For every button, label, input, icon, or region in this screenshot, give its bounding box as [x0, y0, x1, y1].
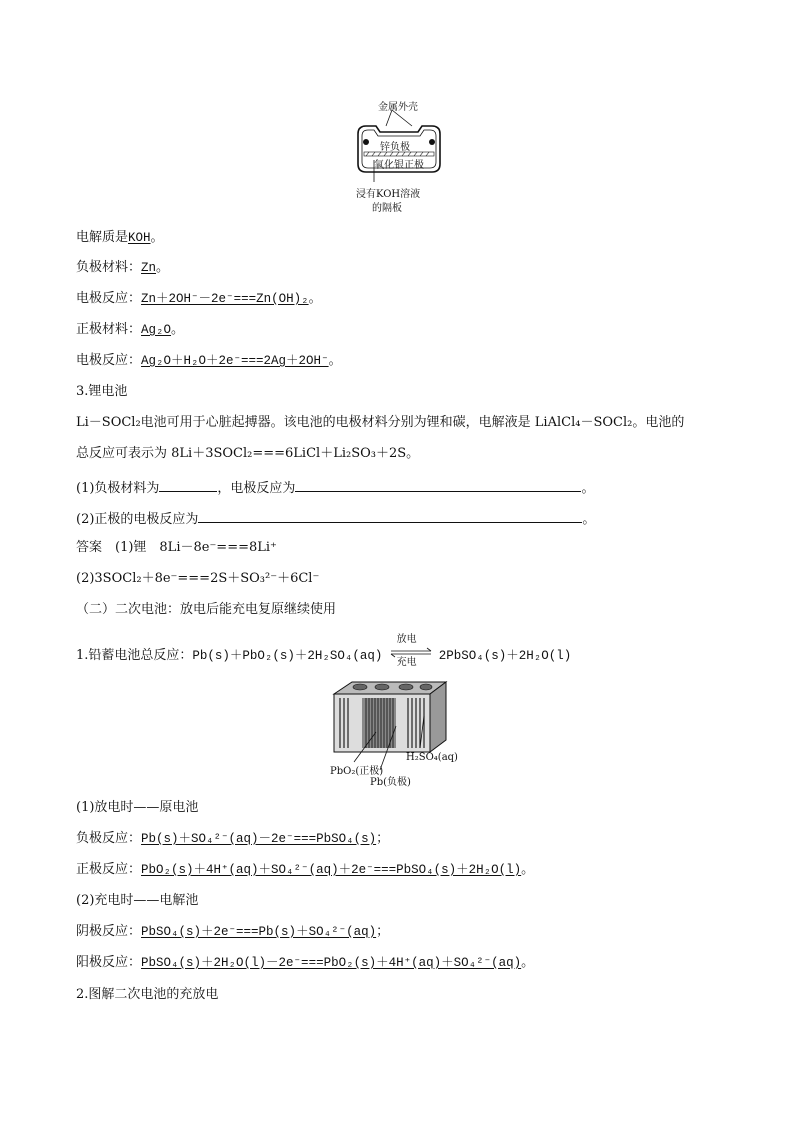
period: 。: [171, 322, 185, 337]
period: 。: [582, 512, 596, 527]
charge-anode-reaction: PbSO₄(s)＋2H₂O(l)－2e⁻===PbO₂(s)＋4H⁺(aq)＋SO₄²⁻(aq): [141, 956, 522, 970]
lead-acid-battery-diagram: [326, 676, 476, 786]
lithium-description-line1: Li－SOCl₂电池可用于心脏起搏器。该电池的电极材料分别为锂和碳，电解液是 LiAlCl₄－SOCl₂。电池的: [76, 415, 685, 430]
question-1-part-a: (1)负极材料为: [76, 481, 160, 496]
answer-blank-positive-reaction[interactable]: [198, 508, 582, 523]
question-1-part-b: ，电极反应为: [217, 481, 296, 496]
discharge-negative-line: [76, 829, 389, 849]
period: 。: [308, 291, 322, 306]
reversible-arrow: [389, 634, 433, 668]
positive-reaction-line: [76, 351, 342, 371]
lead-acid-reactants: Pb(s)＋PbO₂(s)＋2H₂SO₄(aq): [192, 649, 383, 663]
charge-cathode-line: [76, 922, 389, 942]
negative-reaction-line: [76, 289, 322, 309]
arrow-label-discharge: 放电: [396, 634, 417, 645]
label-zinc-anode: 锌负极: [380, 142, 410, 153]
answer-blank-reaction[interactable]: [295, 477, 581, 492]
arrow-label-charge: 充电: [396, 657, 417, 668]
period: 。: [156, 260, 170, 275]
electrolyte-prefix: 电解质是: [76, 230, 129, 245]
charge-cathode-reaction: PbSO₄(s)＋2e⁻===Pb(s)＋SO₄²⁻(aq): [141, 925, 377, 939]
label-pb-negative: Pb(负极): [370, 777, 411, 788]
label-pbo2-positive: PbO₂(正极): [330, 766, 384, 777]
final-heading: 2.图解二次电池的充放电: [76, 987, 219, 1002]
answer-line1: 答案 (1)锂 8Li－8e⁻===8Li⁺: [76, 540, 277, 555]
button-cell-diagram: [352, 96, 448, 216]
label-h2so4: H₂SO₄(aq): [406, 752, 458, 763]
electrode-reaction-prefix: 电极反应：: [76, 291, 142, 306]
discharge-positive-reaction: PbO₂(s)＋4H⁺(aq)＋SO₄²⁻(aq)＋2e⁻===PbSO₄(s)＋2H₂O(l): [141, 863, 522, 877]
label-separator-line2: 的隔板: [372, 203, 402, 214]
positive-material-prefix: 正极材料：: [76, 322, 142, 337]
negative-reaction: Zn＋2OH⁻－2e⁻===Zn(OH)₂: [141, 292, 309, 306]
discharge-positive-prefix: 正极反应：: [76, 862, 142, 877]
line-end: ；: [376, 924, 390, 939]
line-end: 。: [521, 955, 535, 970]
positive-reaction: Ag₂O＋H₂O＋2e⁻===2Ag＋2OH⁻: [141, 354, 329, 368]
negative-material-line: [76, 258, 169, 278]
charge-anode-prefix: 阳极反应：: [76, 955, 142, 970]
period: 。: [581, 481, 595, 496]
question-1: [76, 477, 594, 499]
period: 。: [328, 353, 342, 368]
lead-acid-total-reaction: [76, 634, 572, 668]
period: 。: [150, 230, 164, 245]
question-2-part-a: (2)正极的电极反应为: [76, 512, 199, 527]
discharge-negative-reaction: Pb(s)＋SO₄²⁻(aq)－2e⁻===PbSO₄(s): [141, 832, 377, 846]
electrode-reaction-prefix: 电极反应：: [76, 353, 142, 368]
line-end: ；: [376, 831, 390, 846]
lead-acid-prefix: 1.铅蓄电池总反应：: [76, 648, 193, 663]
lithium-heading: 3.锂电池: [76, 384, 128, 399]
lead-acid-products: 2PbSO₄(s)＋2H₂O(l): [438, 649, 572, 663]
secondary-battery-heading: （二）二次电池：放电后能充电复原继续使用: [76, 602, 337, 617]
negative-material-prefix: 负极材料：: [76, 260, 142, 275]
line-end: 。: [521, 862, 535, 877]
question-2: [76, 508, 595, 530]
charge-anode-line: [76, 953, 534, 973]
discharge-negative-prefix: 负极反应：: [76, 831, 142, 846]
negative-material-value: Zn: [141, 261, 157, 275]
label-separator-line1: 浸有KOH溶液: [356, 189, 421, 200]
label-metal-shell: 金属外壳: [378, 102, 418, 113]
electrolyte-value: KOH: [128, 231, 151, 245]
electrolyte-line: [76, 228, 164, 248]
charge-heading: (2)充电时——电解池: [76, 893, 199, 908]
positive-material-value: Ag₂O: [141, 323, 172, 337]
lithium-description-line2: 总反应可表示为 8Li＋3SOCl₂===6LiCl＋Li₂SO₃＋2S。: [76, 446, 420, 461]
charge-cathode-prefix: 阴极反应：: [76, 924, 142, 939]
discharge-positive-line: [76, 860, 534, 880]
label-silver-oxide-cathode: 氧化银正极: [374, 160, 424, 171]
discharge-heading: (1)放电时——原电池: [76, 800, 199, 815]
positive-material-line: [76, 320, 184, 340]
answer-line2: (2)3SOCl₂＋8e⁻===2S＋SO₃²⁻＋6Cl⁻: [76, 571, 320, 586]
answer-blank-material[interactable]: [159, 477, 217, 492]
